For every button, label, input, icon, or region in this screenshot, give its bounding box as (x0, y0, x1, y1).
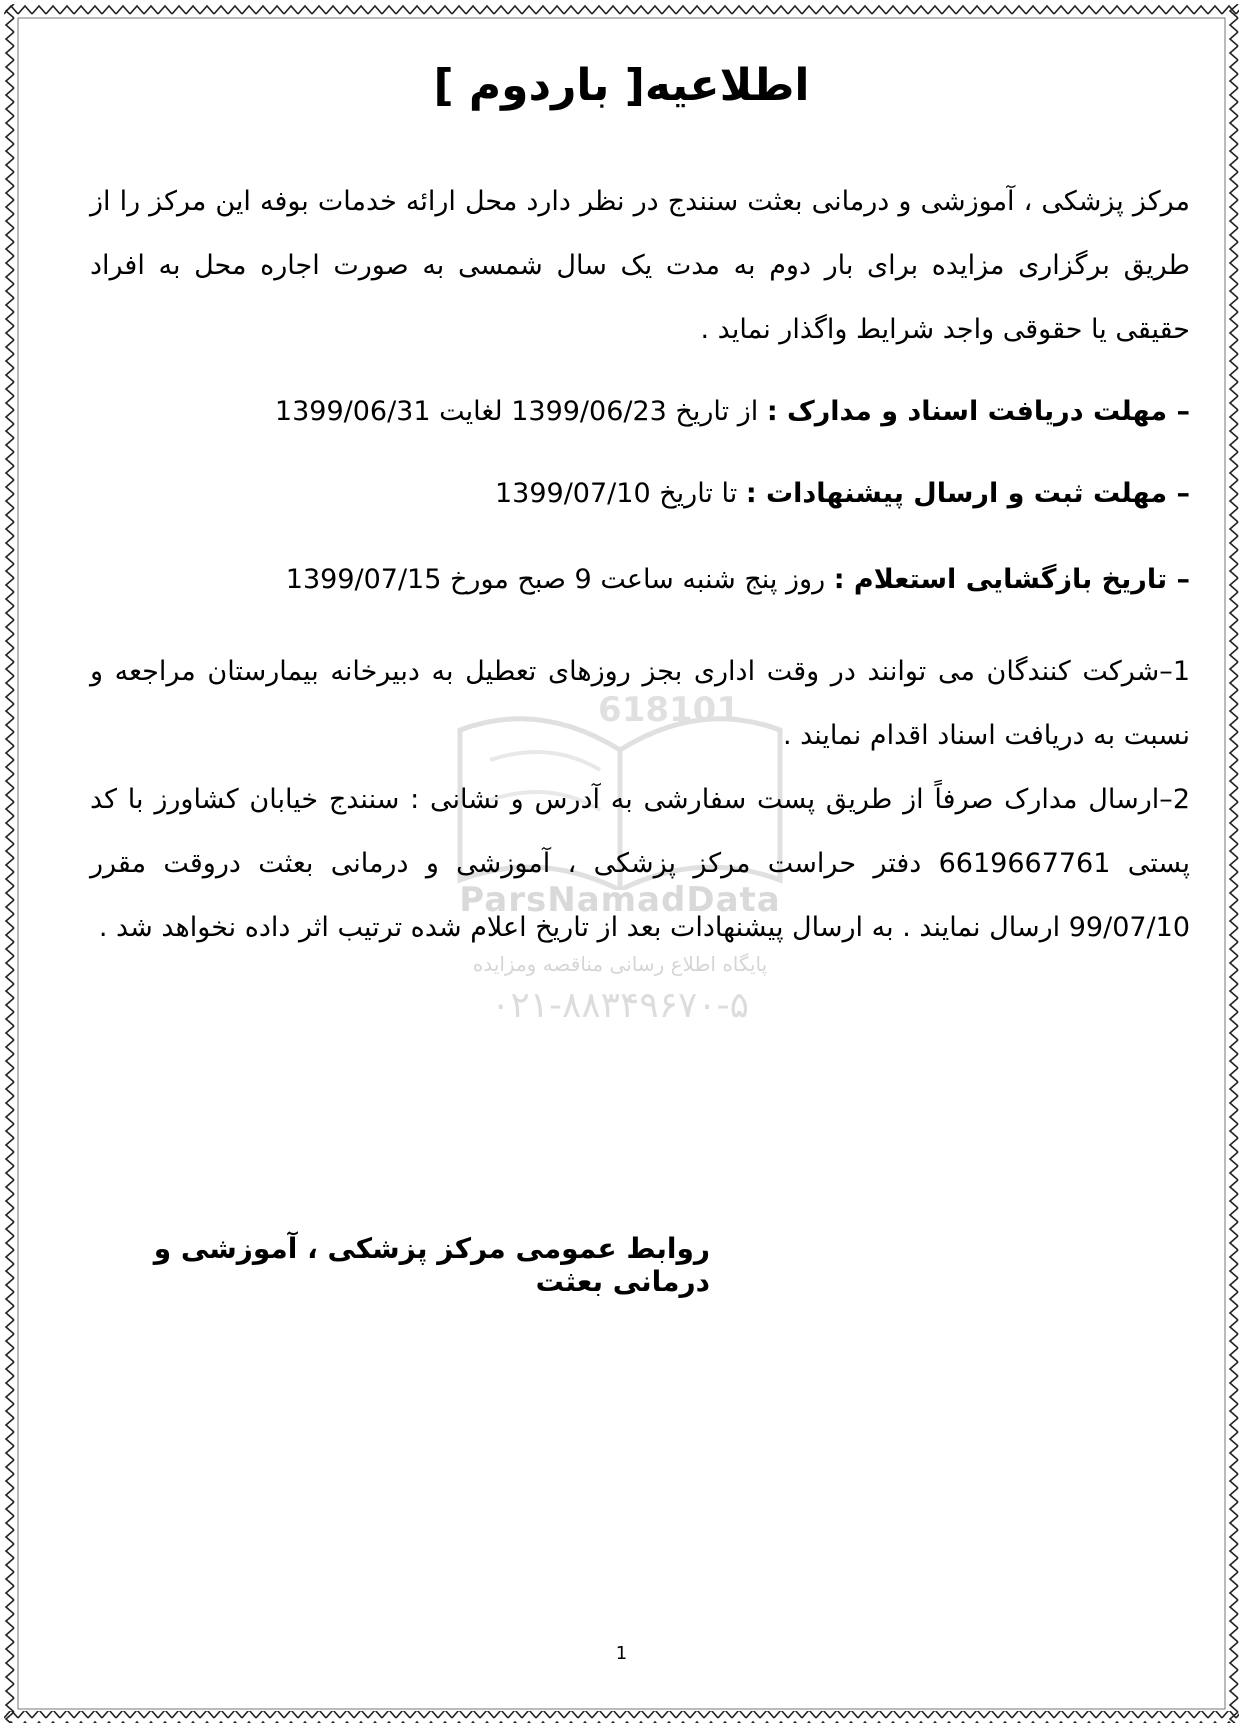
deadline-label: – تاریخ بازگشایی استعلام : (833, 564, 1190, 595)
note-2: 2–ارسال مدارک صرفاً از طریق پست سفارشی به آدرس و نشانی : سنندج خیابان کشاورز با کد پستی 6619667761 دفتر حراست مرکز پزشکی ، آموزشی و درمانی بعثت دروقت مقرر 99/07/10 ارسال نمایند . به ارسال پیشنهادات بعد از تاریخ اعلام شده ترتیب اثر داده نخواهد شد . (90, 784, 1190, 943)
proposal-deadline-line (90, 474, 1190, 514)
intro-paragraph: مرکز پزشکی ، آموزشی و درمانی بعثت سنندج در نظر دارد محل ارائه خدمات بوفه این مرکز را از طریق برگزاری مزایده برای بار دوم به مدت یک سال شمسی به صورت اجاره محل به افراد حقیقی یا حقوقی واجد شرایط واگذار نماید . (90, 186, 1190, 345)
watermark-phone: ۰۲۱-۸۸۳۴۹۶۷۰-۵ (490, 985, 749, 1026)
deadline-value: روز پنج شنبه ساعت 9 صبح مورخ 1399/07/15 (285, 564, 834, 595)
deadline-value: تا تاریخ 1399/07/10 (495, 478, 746, 509)
watermark-subtitle: پایگاه اطلاع رسانی مناقصه ومزایده (472, 952, 768, 976)
watermark-number: 618101 (598, 690, 740, 730)
deadline-value: از تاریخ 1399/06/23 لغایت 1399/06/31 (274, 396, 767, 427)
signature: روابط عمومی مرکز پزشکی ، آموزشی و درمانی بعثت (153, 1232, 710, 1298)
deadline-label: – مهلت دریافت اسناد و مدارک : (766, 396, 1190, 427)
watermark-brand: ParsNamadData (459, 880, 781, 920)
document-deadline-line (90, 392, 1190, 432)
note-1: 1–شرکت کنندگان می توانند در وقت اداری بجز روزهای تعطیل به دبیرخانه بیمارستان مراجعه و نسبت به دریافت اسناد اقدام نمایند . (90, 656, 1190, 751)
opening-date-line (90, 560, 1190, 600)
page-number: 1 (615, 1643, 628, 1664)
page-title: اطلاعیه[ باردوم ] (433, 60, 810, 111)
deadline-label: – مهلت ثبت و ارسال پیشنهادات : (745, 478, 1190, 509)
